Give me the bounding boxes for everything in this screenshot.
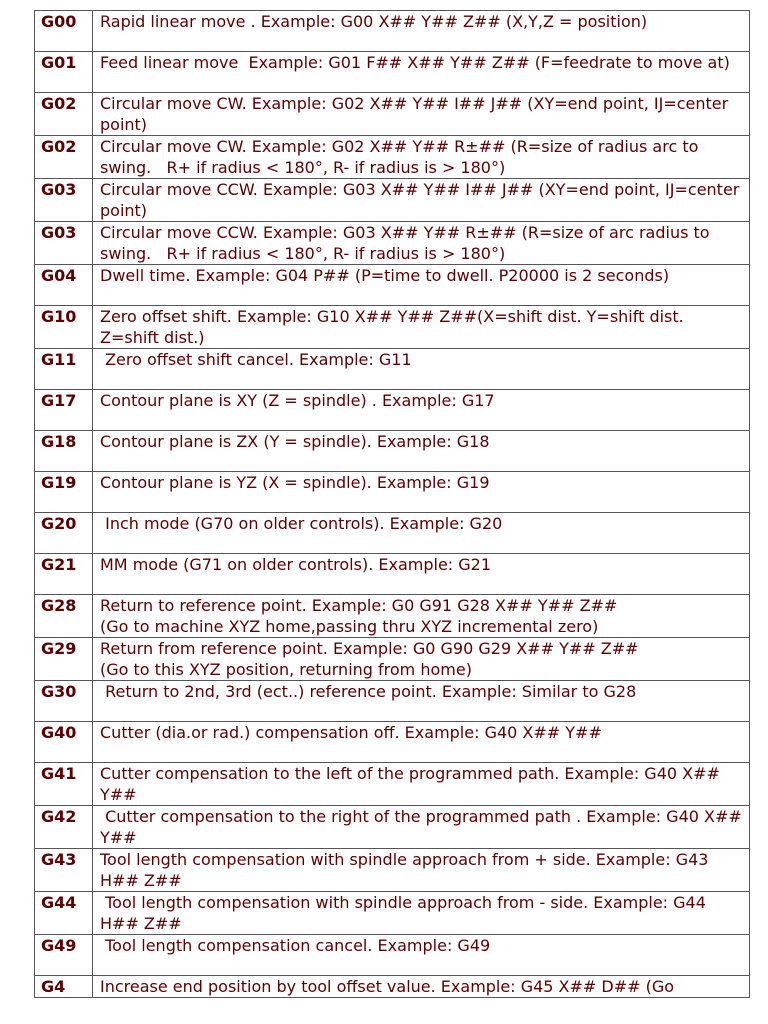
table-row (35, 513, 750, 554)
gcode-cell: G43 (35, 849, 93, 892)
table-row (35, 472, 750, 513)
gcode-reference-table (34, 10, 750, 998)
table-row (35, 806, 750, 849)
gcode-cell: G28 (35, 595, 93, 638)
table-row (35, 11, 750, 52)
description-cell: Rapid linear move . Example: G00 X## Y## Z## (X,Y,Z = position) (93, 11, 750, 52)
table-row (35, 681, 750, 722)
description-cell: Tool length compensation with spindle approach from + side. Example: G43 H## Z## (93, 849, 750, 892)
table-row (35, 638, 750, 681)
gcode-cell: G42 (35, 806, 93, 849)
table-row (35, 93, 750, 136)
description-cell: Return to 2nd, 3rd (ect..) reference point. Example: Similar to G28 (93, 681, 750, 722)
description-cell: Cutter compensation to the right of the programmed path . Example: G40 X## Y## (93, 806, 750, 849)
description-cell: Return from reference point. Example: G0 G90 G29 X## Y## Z## (Go to this XYZ position, returning from home) (93, 638, 750, 681)
table-row (35, 849, 750, 892)
gcode-cell: G11 (35, 349, 93, 390)
gcode-cell: G03 (35, 222, 93, 265)
table-row (35, 349, 750, 390)
description-cell: Contour plane is XY (Z = spindle) . Example: G17 (93, 390, 750, 431)
description-cell: Cutter compensation to the left of the programmed path. Example: G40 X## Y## (93, 763, 750, 806)
gcode-cell: G03 (35, 179, 93, 222)
description-cell: Tool length compensation cancel. Example: G49 (93, 935, 750, 976)
gcode-cell: G21 (35, 554, 93, 595)
description-cell: Circular move CCW. Example: G03 X## Y## R±## (R=size of arc radius to swing. R+ if radius < 180°, R- if radius is > 180°) (93, 222, 750, 265)
gcode-cell: G01 (35, 52, 93, 93)
gcode-cell: G30 (35, 681, 93, 722)
gcode-cell: G49 (35, 935, 93, 976)
gcode-cell: G44 (35, 892, 93, 935)
gcode-cell: G04 (35, 265, 93, 306)
gcode-cell: G02 (35, 93, 93, 136)
gcode-cell: G17 (35, 390, 93, 431)
description-cell: Cutter (dia.or rad.) compensation off. Example: G40 X## Y## (93, 722, 750, 763)
table-row (35, 431, 750, 472)
table-row (35, 265, 750, 306)
table-row (35, 892, 750, 935)
description-cell: Circular move CCW. Example: G03 X## Y## I## J## (XY=end point, IJ=center point) (93, 179, 750, 222)
gcode-table-body (35, 11, 750, 998)
description-cell: Contour plane is ZX (Y = spindle). Example: G18 (93, 431, 750, 472)
table-row (35, 722, 750, 763)
description-cell: Increase end position by tool offset value. Example: G45 X## D## (Go (93, 976, 750, 998)
table-row (35, 595, 750, 638)
description-cell: Return to reference point. Example: G0 G91 G28 X## Y## Z## (Go to machine XYZ home,passing thru XYZ incremental zero) (93, 595, 750, 638)
gcode-cell: G40 (35, 722, 93, 763)
gcode-cell: G10 (35, 306, 93, 349)
table-row (35, 935, 750, 976)
description-cell: Contour plane is YZ (X = spindle). Example: G19 (93, 472, 750, 513)
table-row (35, 976, 750, 998)
gcode-cell: G41 (35, 763, 93, 806)
table-row (35, 179, 750, 222)
table-row (35, 554, 750, 595)
gcode-cell: G00 (35, 11, 93, 52)
description-cell: Inch mode (G70 on older controls). Example: G20 (93, 513, 750, 554)
gcode-cell: G02 (35, 136, 93, 179)
description-cell: Circular move CW. Example: G02 X## Y## R±## (R=size of radius arc to swing. R+ if radius < 180°, R- if radius is > 180°) (93, 136, 750, 179)
description-cell: Zero offset shift cancel. Example: G11 (93, 349, 750, 390)
gcode-cell: G4 (35, 976, 93, 998)
gcode-cell: G29 (35, 638, 93, 681)
gcode-cell: G20 (35, 513, 93, 554)
table-row (35, 763, 750, 806)
table-row (35, 222, 750, 265)
gcode-cell: G18 (35, 431, 93, 472)
description-cell: MM mode (G71 on older controls). Example: G21 (93, 554, 750, 595)
table-row (35, 136, 750, 179)
description-cell: Dwell time. Example: G04 P## (P=time to dwell. P20000 is 2 seconds) (93, 265, 750, 306)
table-row (35, 52, 750, 93)
description-cell: Circular move CW. Example: G02 X## Y## I## J## (XY=end point, IJ=center point) (93, 93, 750, 136)
gcode-cell: G19 (35, 472, 93, 513)
description-cell: Zero offset shift. Example: G10 X## Y## Z##(X=shift dist. Y=shift dist. Z=shift dist.) (93, 306, 750, 349)
description-cell: Tool length compensation with spindle approach from - side. Example: G44 H## Z## (93, 892, 750, 935)
table-row (35, 306, 750, 349)
table-row (35, 390, 750, 431)
description-cell: Feed linear move Example: G01 F## X## Y## Z## (F=feedrate to move at) (93, 52, 750, 93)
